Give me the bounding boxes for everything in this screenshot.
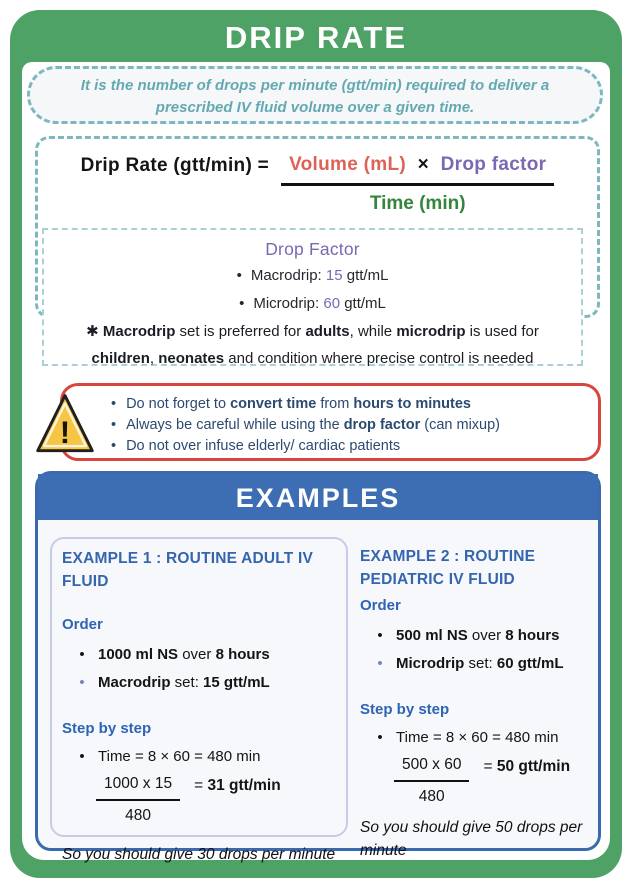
fraction-denominator: 480 [418,788,445,805]
formula-lhs: Drip Rate (gtt/min) = [80,155,270,176]
bullet-icon: • [377,729,383,746]
warn-seg: drop factor [343,417,421,433]
example-1-calculation [96,773,336,827]
example-1-title: EXAMPLE 1 : ROUTINE ADULT IV FLUID [62,550,314,590]
note-seg: microdrip [396,323,466,340]
seg: set: [464,655,497,672]
page-card [10,10,622,878]
list-item [62,641,336,669]
warning-icon [36,392,94,456]
result-value: 31 gtt/min [207,777,281,794]
formula-fraction [281,152,554,215]
formula-denominator: Time (min) [369,193,466,214]
bullet-icon: • [111,438,117,454]
example-2-conclusion: So you should give 50 drops per minute [360,819,583,859]
warning-text [126,436,400,457]
microdrip-unit: gtt/mL [340,295,386,312]
fraction-numerator: 1000 x 15 [96,773,180,801]
result-value: 50 gtt/min [496,758,571,775]
calculation-result [194,773,281,798]
macrodrip-value: 15 [325,267,343,284]
bullet-icon: • [79,674,85,691]
order-line [396,650,564,678]
warning-text [126,394,471,415]
drop-factor-item-microdrip [44,290,581,318]
example-1-step-label: Step by step [62,720,152,737]
microdrip-label: Microdrip: [253,295,324,312]
microdrip-value: 60 [323,295,341,312]
macrodrip-unit: gtt/mL [342,267,389,284]
list-item [360,622,600,650]
seg: 1000 ml NS [98,646,179,663]
warning-item [111,415,588,436]
content-panel [22,62,610,863]
warn-seg: (can mixup) [420,417,501,433]
note-seg: adults [305,323,350,340]
warning-item [111,394,588,415]
example-2-title: EXAMPLE 2 : ROUTINE PEDIATRIC IV FLUID [360,548,536,588]
example-1-time-line [62,743,336,771]
example-1-conclusion: So you should give 30 drops per minute [62,846,336,863]
note-seg: set is preferred for [175,323,306,340]
multiply-sign: × [417,154,430,175]
order-line [396,622,559,650]
note-seg: , while [349,323,397,340]
note-seg: ✱ Macrodrip [86,323,176,340]
drop-factor-note [44,318,581,372]
note-seg: neonates [158,350,225,367]
calculation-result [483,754,570,779]
definition-text: It is the number of drops per minute (gtt/min) required to deliver a prescribed IV fluid volume over a given time. [80,77,550,116]
formula-drop-factor: Drop factor [440,154,547,175]
order-line [98,669,270,697]
seg: 8 hours [505,627,560,644]
warning-text [126,415,500,436]
bullet-icon: • [377,655,383,672]
warn-seg: convert time [230,396,317,412]
bullet-icon: • [236,267,242,284]
seg: 500 ml NS [396,627,468,644]
seg: Macrodrip [98,674,171,691]
list-item [62,669,336,697]
example-1-card [50,537,348,863]
drop-factor-heading: Drop Factor [265,239,360,259]
macrodrip-label: Macrodrip: [250,267,326,284]
examples-heading: EXAMPLES [38,474,598,520]
drop-factor-item-macrodrip [44,262,581,290]
formula-numerator [281,152,554,186]
bullet-icon: • [111,396,117,412]
multiply-sign [406,154,416,175]
warn-seg: hours to minutes [353,396,471,412]
warn-seg: Do not forget to [126,396,231,412]
time-text: Time = 8 × 60 = 480 min [396,729,559,746]
seg: 8 hours [215,646,270,663]
formula-volume: Volume (mL) [289,154,407,175]
warn-seg: Do not over infuse elderly/ cardiac patients [126,438,401,454]
bullet-icon: • [79,646,85,663]
list-item [360,650,600,678]
fraction-numerator: 500 x 60 [394,754,469,782]
equals-sign: = [194,777,204,794]
drop-factor-box [42,228,583,366]
multiply-sign-space [431,154,441,175]
bullet-icon: • [239,295,245,312]
definition-box [27,66,603,124]
warning-item [111,436,588,457]
note-seg: , [149,350,159,367]
example-2-order-label: Order [360,597,401,614]
warning-box [60,383,601,461]
note-seg: and condition where precise control is needed [224,350,534,367]
formula [38,139,597,215]
warn-seg: from [316,396,354,412]
example-2-card [360,537,600,870]
seg: over [178,646,216,663]
warn-seg: Always be careful while using the [126,417,344,433]
bullet-icon: • [377,627,383,644]
note-seg: is used for [465,323,539,340]
example-2-time-line [360,724,600,752]
examples-section [35,471,601,863]
example-1-order-label: Order [62,616,103,633]
example-1-order-list [62,641,336,697]
example-2-step-label: Step by step [360,701,450,718]
seg: set: [170,674,204,691]
note-seg: children [91,350,150,367]
fraction-denominator: 480 [125,807,151,824]
example-2-order-list [360,622,600,678]
page-title: DRIP RATE [224,20,408,55]
bullet-icon: • [79,748,85,765]
seg: Microdrip [396,655,465,672]
seg: 60 gtt/mL [496,655,564,672]
svg-text:!: ! [59,415,71,451]
seg: 15 gtt/mL [203,674,270,691]
bullet-icon: • [111,417,117,433]
fraction [96,773,180,827]
order-line [98,641,270,669]
fraction [394,754,469,808]
seg: over [467,627,506,644]
example-2-calculation [394,754,600,808]
equals-sign: = [483,758,493,775]
time-text: Time = 8 × 60 = 480 min [98,748,261,765]
